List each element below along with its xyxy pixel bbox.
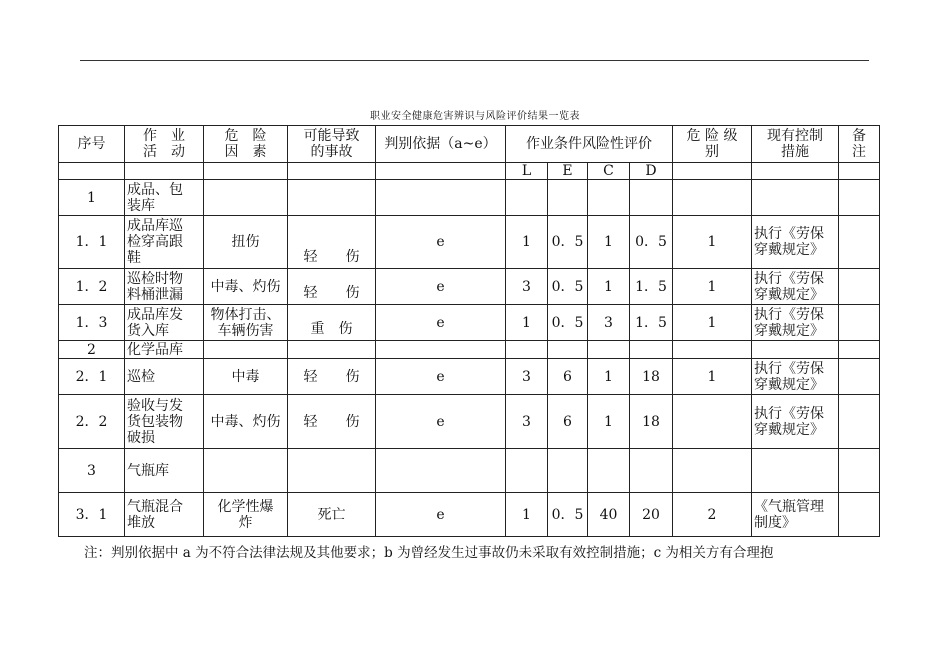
cell-D: 1．5 [630,305,673,341]
cell-C: 3 [588,305,630,341]
cell-basis [376,180,506,216]
cell-remark [839,359,880,395]
cell-control: 执行《劳保 穿戴规定》 [752,395,839,449]
cell-hazard: 化学性爆 炸 [204,493,288,537]
cell-E: 0．5 [548,305,588,341]
header-E: E [548,163,588,180]
cell-E: 6 [548,359,588,395]
cell-remark [839,269,880,305]
cell-accident: 死亡 [288,493,376,537]
cell-basis: e [376,269,506,305]
cell-activity: 成品、包 装库 [125,180,204,216]
cell-remark [839,305,880,341]
cell-E [548,180,588,216]
cell-hazard: 中毒 [204,359,288,395]
cell-level [673,341,752,359]
cell-remark [839,341,880,359]
cell-activity: 气瓶混合 堆放 [125,493,204,537]
cell-L: 1 [506,216,548,269]
cell-seq: 1．1 [59,216,125,269]
cell-accident: 重 伤 [288,305,376,341]
cell-seq: 2．1 [59,359,125,395]
table-row [59,449,880,493]
cell-remark [839,180,880,216]
cell-hazard [204,180,288,216]
table-row [59,395,880,449]
cell-E: 6 [548,395,588,449]
cell-seq: 3．1 [59,493,125,537]
subheader-row [59,163,880,180]
cell-basis: e [376,493,506,537]
cell-activity: 成品库发 货入库 [125,305,204,341]
header-activity: 作 业 活 动 [125,126,204,163]
cell-remark [839,449,880,493]
cell-E: 0．5 [548,493,588,537]
cell-accident: 轻 伤 [288,359,376,395]
header-C: C [588,163,630,180]
cell-seq: 2 [59,341,125,359]
cell-basis: e [376,216,506,269]
cell-hazard: 物体打击、 车辆伤害 [204,305,288,341]
table-row [59,180,880,216]
cell-L [506,341,548,359]
cell-E: 0．5 [548,216,588,269]
cell-hazard: 扭伤 [204,216,288,269]
cell-L: 1 [506,493,548,537]
cell-D [630,341,673,359]
cell-C: 1 [588,216,630,269]
cell-level: 1 [673,359,752,395]
header-rule [80,60,869,61]
cell-L [506,449,548,493]
cell-control [752,180,839,216]
footnote: 注：判别依据中 a 为不符合法律法规及其他要求；b 为曾经发生过事故仍未采取有效控制措施；c 为相关方有合理抱 [84,545,774,561]
cell-E [548,449,588,493]
cell-accident: 轻 伤 [288,395,376,449]
header-hazard: 危 险 因 素 [204,126,288,163]
header-lec: 作业条件风险性评价 [506,126,673,163]
cell-C [588,341,630,359]
cell-L: 3 [506,269,548,305]
cell-C [588,180,630,216]
cell-C: 40 [588,493,630,537]
cell-activity: 气瓶库 [125,449,204,493]
cell-level: 1 [673,216,752,269]
cell-control: 执行《劳保 穿戴规定》 [752,269,839,305]
cell-activity: 化学品库 [125,341,204,359]
cell-accident: 轻 伤 [288,269,376,305]
cell-hazard: 中毒、灼伤 [204,395,288,449]
cell-activity: 巡检 [125,359,204,395]
header-level: 危 险 级 别 [673,126,752,163]
cell-L [506,180,548,216]
table-row [59,305,880,341]
cell-accident [288,449,376,493]
table-title: 职业安全健康危害辨识与风险评价结果一览表 [370,111,580,122]
cell-basis: e [376,395,506,449]
cell-seq: 1 [59,180,125,216]
header-seq: 序号 [59,126,125,163]
header-basis: 判别依据（a~e） [376,126,506,163]
cell-remark [839,395,880,449]
cell-D: 18 [630,359,673,395]
header-remark: 备 注 [839,126,880,163]
header-accident: 可能导致 的事故 [288,126,376,163]
cell-control [752,449,839,493]
header-L: L [506,163,548,180]
cell-seq: 1．2 [59,269,125,305]
cell-hazard: 中毒、灼伤 [204,269,288,305]
cell-L: 3 [506,359,548,395]
cell-activity: 成品库巡 检穿高跟 鞋 [125,216,204,269]
cell-control: 执行《劳保 穿戴规定》 [752,359,839,395]
table-row [59,269,880,305]
cell-level: 2 [673,493,752,537]
cell-basis: e [376,305,506,341]
cell-control: 《气瓶管理 制度》 [752,493,839,537]
cell-accident: 轻 伤 [288,216,376,269]
header-D: D [630,163,673,180]
cell-level [673,180,752,216]
cell-control: 执行《劳保 穿戴规定》 [752,216,839,269]
cell-hazard [204,341,288,359]
cell-C: 1 [588,269,630,305]
header-row [59,126,880,163]
table-row [59,341,880,359]
cell-level [673,395,752,449]
cell-E [548,341,588,359]
cell-E: 0．5 [548,269,588,305]
table-row [59,493,880,537]
cell-control [752,341,839,359]
table-row [59,359,880,395]
cell-level [673,449,752,493]
cell-accident [288,180,376,216]
cell-basis [376,341,506,359]
cell-C: 1 [588,359,630,395]
cell-level: 1 [673,269,752,305]
cell-seq: 2．2 [59,395,125,449]
cell-remark [839,216,880,269]
cell-seq: 3 [59,449,125,493]
cell-accident [288,341,376,359]
cell-D: 0．5 [630,216,673,269]
cell-D: 20 [630,493,673,537]
cell-remark [839,493,880,537]
cell-control: 执行《劳保 穿戴规定》 [752,305,839,341]
cell-L: 3 [506,395,548,449]
cell-basis: e [376,359,506,395]
cell-D: 18 [630,395,673,449]
table-row [59,216,880,269]
cell-D [630,449,673,493]
cell-C [588,449,630,493]
cell-activity: 巡检时物 料桶泄漏 [125,269,204,305]
cell-D [630,180,673,216]
cell-L: 1 [506,305,548,341]
cell-D: 1．5 [630,269,673,305]
cell-level: 1 [673,305,752,341]
cell-basis [376,449,506,493]
cell-hazard [204,449,288,493]
header-control: 现有控制 措施 [752,126,839,163]
cell-activity: 验收与发 货包装物 破损 [125,395,204,449]
risk-assessment-table [58,125,880,537]
cell-C: 1 [588,395,630,449]
cell-seq: 1．3 [59,305,125,341]
